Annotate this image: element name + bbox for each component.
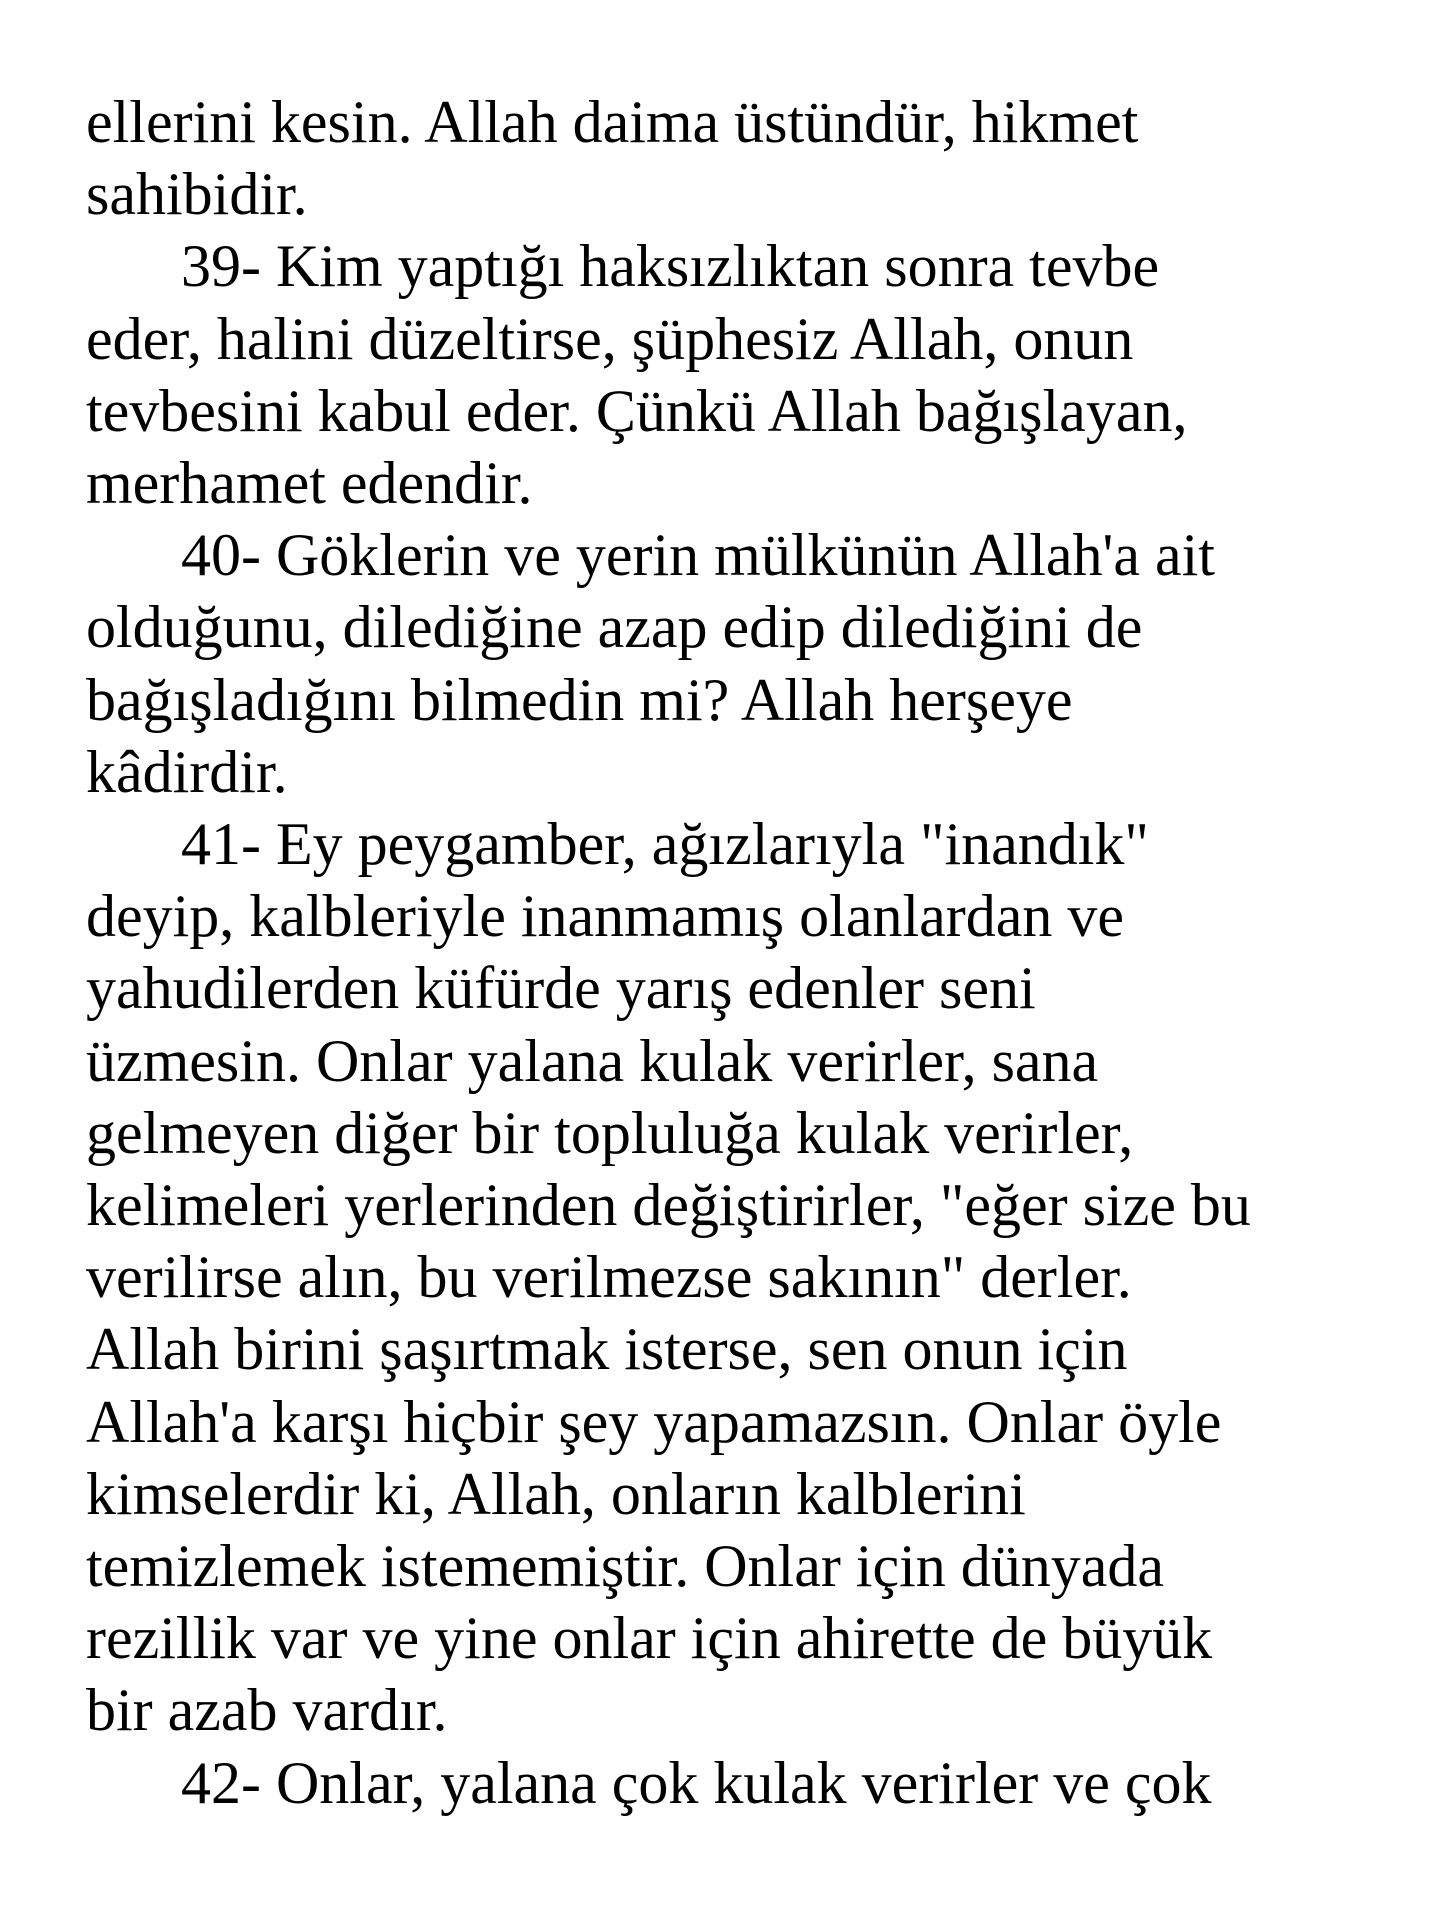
- text-line: Allah birini şaşırtmak isterse, sen onun için: [86, 1316, 1128, 1383]
- text-line: Allah'a karşı hiçbir şey yapamazsın. Onlar öyle: [86, 1388, 1222, 1455]
- verse-42-start: 42- Onlar, yalana çok kulak verirler ve çok: [181, 1749, 1212, 1816]
- text-line: olduğunu, dilediğine azap edip dilediğini de: [86, 594, 1143, 661]
- text-line: ellerini kesin. Allah daima üstündür, hikmet: [86, 89, 1139, 155]
- text-line: kimselerdir ki, Allah, onların kalblerini: [86, 1460, 1026, 1527]
- text-line: kelimeleri yerlerinden değiştirirler, "eğer size bu: [86, 1172, 1251, 1239]
- text-line: rezillik var ve yine onlar için ahirette de büyük: [86, 1605, 1213, 1672]
- verse-39-start: 39- Kim yaptığı haksızlıktan sonra tevbe: [181, 233, 1160, 300]
- text-line: gelmeyen diğer bir topluluğa kulak verirler,: [86, 1099, 1134, 1166]
- text-line: temizlemek istememiştir. Onlar için dünyada: [86, 1533, 1165, 1600]
- text-line: bir azab vardır.: [86, 1677, 448, 1744]
- text-line: merhamet edendir.: [86, 450, 533, 517]
- text-line: kâdirdir.: [86, 738, 288, 805]
- text-line: sahibidir.: [86, 161, 308, 228]
- text-line: deyip, kalbleriyle inanmamış olanlardan ve: [86, 883, 1124, 950]
- text-line: üzmesin. Onlar yalana kulak verirler, sana: [86, 1027, 1099, 1094]
- verse-40-start: 40- Göklerin ve yerin mülkünün Allah'a ait: [181, 522, 1215, 589]
- text-line: bağışladığını bilmedin mi? Allah herşeye: [86, 666, 1073, 733]
- text-line: yahudilerden küfürde yarış edenler seni: [86, 955, 1036, 1022]
- verse-41-start: 41- Ey peygamber, ağızlarıyla "inandık": [181, 811, 1149, 878]
- text-line: eder, halini düzeltirse, şüphesiz Allah, onun: [86, 305, 1134, 372]
- text-line: tevbesini kabul eder. Çünkü Allah bağışlayan,: [86, 377, 1188, 444]
- document-page: [86, 86, 1416, 1819]
- text-line: verilirse alın, bu verilmezse sakının" derler.: [86, 1244, 1132, 1311]
